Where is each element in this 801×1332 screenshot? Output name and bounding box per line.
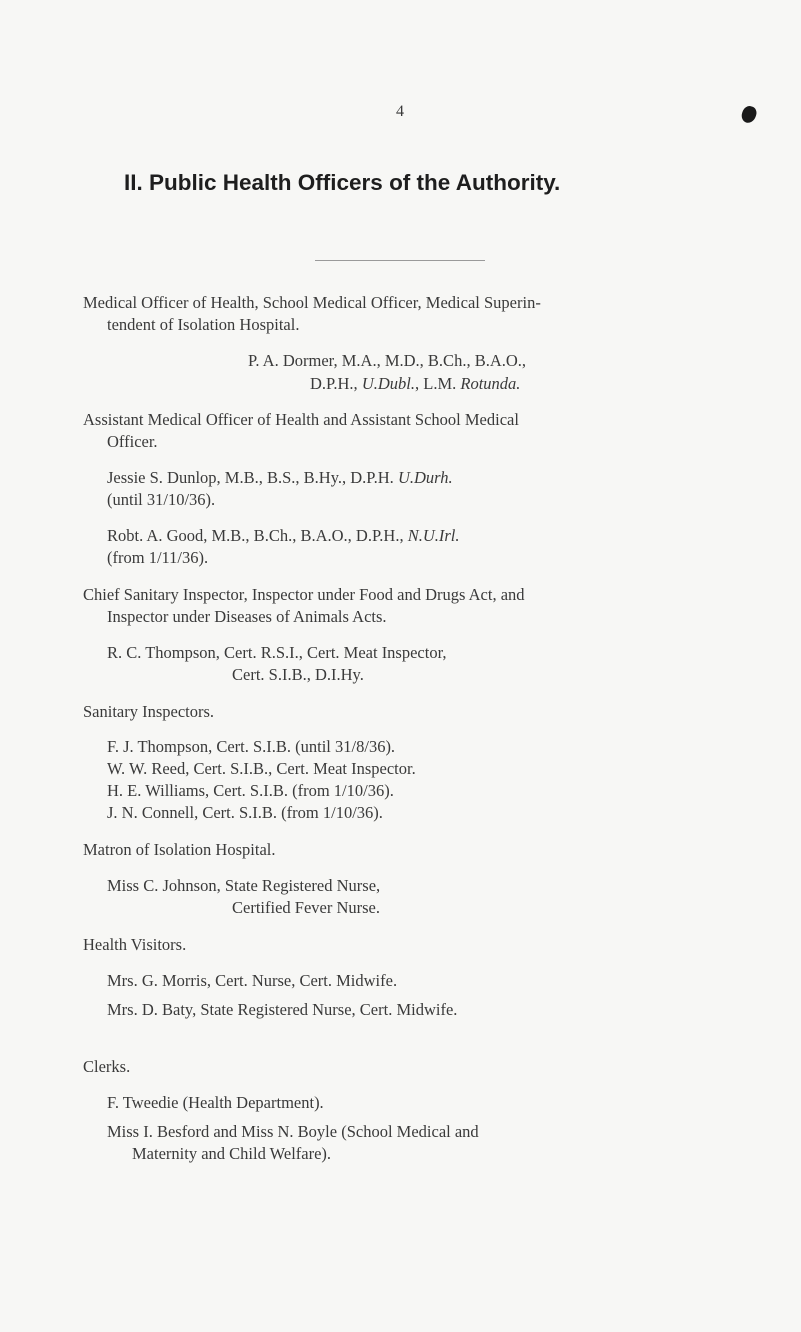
- assistant-2-line2: (from 1/11/36).: [107, 548, 209, 567]
- moh-name-line1: P. A. Dormer, M.A., M.D., B.Ch., B.A.O.,: [248, 351, 527, 370]
- clerk-item-line1: Miss I. Besford and Miss N. Boyle (School Medical and: [107, 1122, 479, 1141]
- clerks-title: Clerks.: [83, 1057, 131, 1076]
- matron-name-line2: Certified Fever Nurse.: [232, 898, 380, 917]
- assistant-1-line1: Jessie S. Dunlop, M.B., B.S., B.Hy., D.P.H. U.Durh.: [107, 468, 453, 487]
- sanitary-item: J. N. Connell, Cert. S.I.B. (from 1/10/36).: [107, 803, 383, 822]
- chief-inspector-name-line1: R. C. Thompson, Cert. R.S.I., Cert. Meat Inspector,: [107, 643, 447, 662]
- visitors-title: Health Visitors.: [83, 935, 187, 954]
- moh-title-line1: Medical Officer of Health, School Medical Officer, Medical Superin-: [83, 293, 541, 312]
- ink-blot: [740, 104, 759, 124]
- sanitary-title: Sanitary Inspectors.: [83, 702, 215, 721]
- section-heading: II. Public Health Officers of the Authority.: [124, 170, 561, 195]
- sanitary-item: H. E. Williams, Cert. S.I.B. (from 1/10/36).: [107, 781, 394, 800]
- chief-inspector-name-line2: Cert. S.I.B., D.I.Hy.: [232, 665, 364, 684]
- moh-name-line2: D.P.H., U.Dubl., L.M. Rotunda.: [310, 374, 521, 393]
- sanitary-item: F. J. Thompson, Cert. S.I.B. (until 31/8/36).: [107, 737, 396, 756]
- chief-inspector-title-line1: Chief Sanitary Inspector, Inspector under Food and Drugs Act, and: [83, 585, 525, 604]
- matron-name-line1: Miss C. Johnson, State Registered Nurse,: [107, 876, 381, 895]
- divider: [315, 260, 485, 261]
- sanitary-item: W. W. Reed, Cert. S.I.B., Cert. Meat Inspector.: [107, 759, 416, 778]
- assistant-title-line1: Assistant Medical Officer of Health and Assistant School Medical: [83, 410, 519, 429]
- assistant-title-line2: Officer.: [107, 432, 158, 451]
- clerk-item-line2: Maternity and Child Welfare).: [132, 1144, 332, 1163]
- clerk-item: F. Tweedie (Health Department).: [107, 1093, 324, 1112]
- assistant-2-line1: Robt. A. Good, M.B., B.Ch., B.A.O., D.P.H., N.U.Irl.: [107, 526, 460, 545]
- visitor-item: Mrs. G. Morris, Cert. Nurse, Cert. Midwife.: [107, 971, 398, 990]
- matron-title: Matron of Isolation Hospital.: [83, 840, 276, 859]
- page-number: 4: [396, 103, 404, 120]
- assistant-1-line2: (until 31/10/36).: [107, 490, 216, 509]
- moh-title-line2: tendent of Isolation Hospital.: [107, 315, 300, 334]
- visitor-item: Mrs. D. Baty, State Registered Nurse, Cert. Midwife.: [107, 1000, 458, 1019]
- chief-inspector-title-line2: Inspector under Diseases of Animals Acts.: [107, 607, 387, 626]
